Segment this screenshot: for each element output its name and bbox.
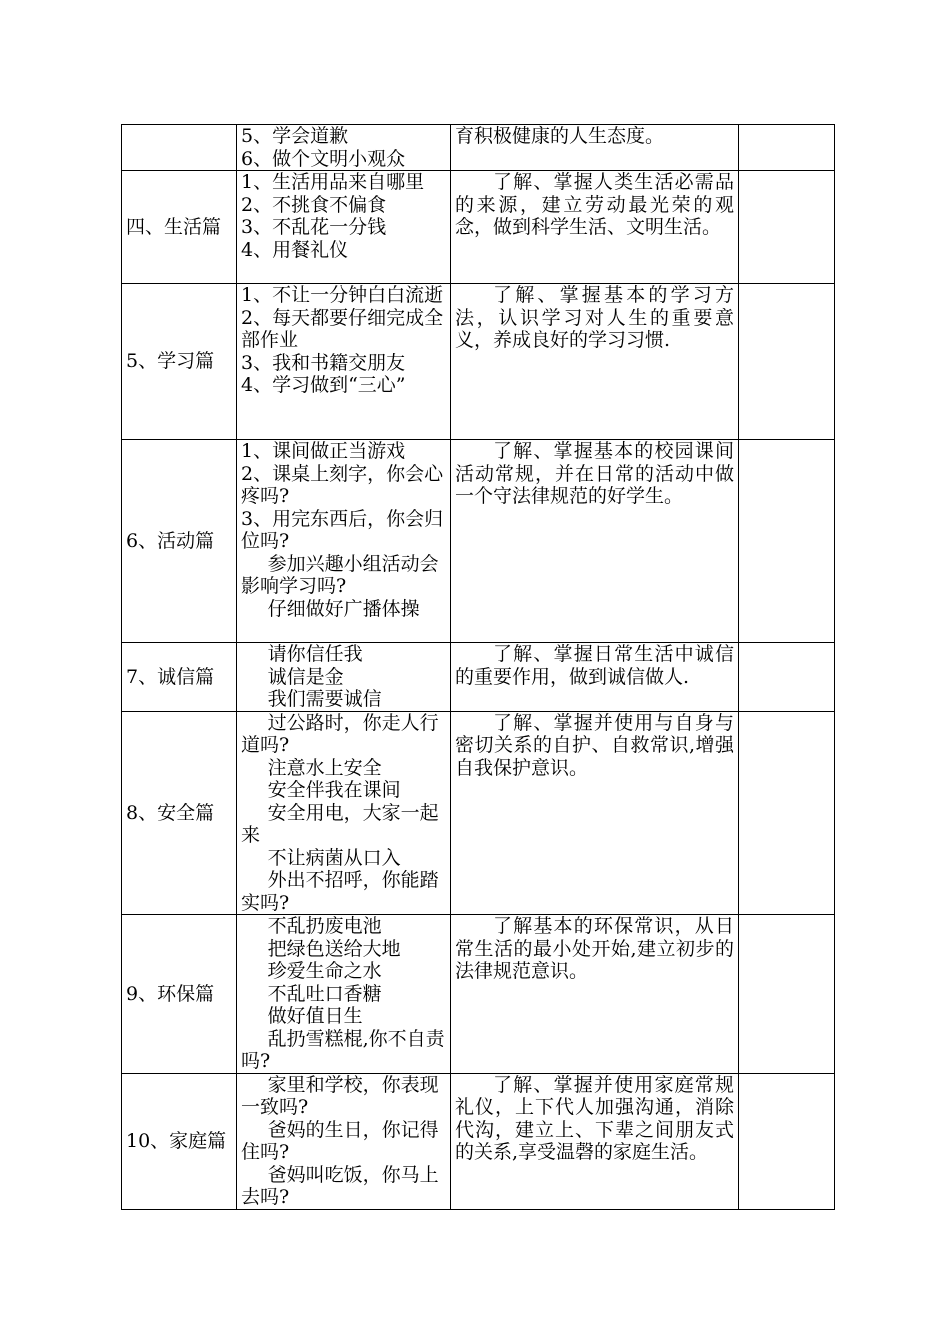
goal-text: 了解、掌握人类生活必需品的来源，建立劳动最光荣的观念，做到科学生活、文明生活。	[455, 171, 734, 238]
goal-cell	[451, 711, 739, 915]
topic-item: 过公路时，你走人行道吗?	[241, 711, 439, 756]
topic-item: 4、学习做到“三心”	[241, 374, 406, 396]
topics-cell	[237, 440, 451, 643]
topics-cell	[237, 915, 451, 1074]
topic-item: 把绿色送给大地	[267, 937, 401, 960]
topics-cell	[237, 284, 451, 440]
topic-item: 不乱扔废电池	[267, 915, 382, 937]
notes-cell	[739, 171, 835, 284]
topic-item: 爸妈的生日，你记得住吗?	[241, 1118, 439, 1163]
topic-item: 不乱吐口香糖	[267, 982, 382, 1005]
goal-text: 了解、掌握基本的校园课间活动常规，并在日常的活动中做一个守法律规范的好学生。	[455, 440, 734, 507]
topic-item: 安全伴我在课间	[267, 779, 401, 801]
topic-item: 安全用电，大家一起来	[241, 801, 439, 846]
topics-cell	[237, 1073, 451, 1209]
notes-cell	[739, 711, 835, 915]
unit-name-cell: 8、安全篇	[122, 711, 237, 915]
goal-cell	[451, 440, 739, 643]
unit-name-cell: 6、活动篇	[122, 440, 237, 643]
notes-cell	[739, 1073, 835, 1209]
table-row	[122, 643, 835, 712]
topic-item: 注意水上安全	[267, 756, 382, 779]
topic-item: 乱扔雪糕棍,你不自责吗?	[241, 1027, 445, 1072]
topic-item: 我们需要诚信	[267, 688, 382, 710]
table-row	[122, 284, 835, 440]
goal-text: 育积极健康的人生态度。	[455, 125, 665, 147]
topic-item: 1、生活用品来自哪里	[241, 171, 425, 193]
topic-item: 6、做个文明小观众	[241, 147, 406, 170]
unit-name-cell: 7、诚信篇	[122, 643, 237, 712]
goal-text: 了解、掌握并使用家庭常规礼仪，上下代人加强沟通，消除代沟，建立上、下辈之间朋友式的关系,享受温磬的家庭生活。	[455, 1073, 734, 1163]
topic-item: 2、课桌上刻字，你会心疼吗?	[241, 462, 444, 507]
topic-item: 外出不招呼，你能踏实吗?	[241, 869, 439, 914]
table-row	[122, 711, 835, 915]
goal-cell	[451, 915, 739, 1074]
topic-item: 1、课间做正当游戏	[241, 440, 406, 462]
topic-item: 爸妈叫吃饭，你马上去吗?	[241, 1163, 439, 1208]
topics-cell	[237, 643, 451, 712]
topic-item: 2、不挑食不偏食	[241, 193, 387, 216]
topic-item: 家里和学校，你表现一致吗?	[241, 1073, 439, 1118]
table-row	[122, 915, 835, 1074]
goal-cell	[451, 1073, 739, 1209]
goal-cell	[451, 284, 739, 440]
goal-text: 了解、掌握基本的学习方法，认识学习对人生的重要意义，养成良好的学习习惯.	[455, 284, 734, 351]
topics-cell	[237, 125, 451, 171]
topic-item: 3、用完东西后，你会归位吗?	[241, 507, 444, 552]
topic-item: 做好值日生	[267, 1005, 363, 1027]
topic-item: 3、我和书籍交朋友	[241, 351, 406, 374]
topic-item: 3、不乱花一分钱	[241, 216, 387, 238]
topic-item: 请你信任我	[267, 643, 363, 665]
topic-item: 参加兴趣小组活动会影响学习吗?	[241, 552, 439, 597]
topic-item: 珍爱生命之水	[267, 960, 382, 982]
goal-text: 了解、掌握并使用与自身与密切关系的自护、自救常识,增强自我保护意识。	[455, 711, 734, 779]
unit-name-cell: 四、生活篇	[122, 171, 237, 284]
notes-cell	[739, 915, 835, 1074]
topic-item: 5、学会道歉	[241, 125, 349, 147]
curriculum-table	[121, 124, 835, 1210]
topics-cell	[237, 171, 451, 284]
table-row	[122, 171, 835, 284]
goal-cell	[451, 171, 739, 284]
topic-item: 诚信是金	[267, 665, 344, 688]
unit-name-cell: 5、学习篇	[122, 284, 237, 440]
notes-cell	[739, 440, 835, 643]
table-row	[122, 440, 835, 643]
topic-item: 仔细做好广播体操	[267, 597, 420, 620]
notes-cell	[739, 284, 835, 440]
table-row	[122, 1073, 835, 1209]
unit-name-cell	[122, 125, 237, 171]
unit-name-cell: 10、家庭篇	[122, 1073, 237, 1209]
topic-item: 1、不让一分钟白白流逝	[241, 284, 444, 306]
goal-cell	[451, 643, 739, 712]
unit-name-cell: 9、环保篇	[122, 915, 237, 1074]
goal-text: 了解、掌握日常生活中诚信的重要作用，做到诚信做人.	[455, 643, 734, 688]
topic-item: 2、每天都要仔细完成全部作业	[241, 306, 444, 351]
notes-cell	[739, 643, 835, 712]
goal-cell	[451, 125, 739, 171]
topic-item: 4、用餐礼仪	[241, 238, 349, 261]
goal-text: 了解基本的环保常识，从日常生活的最小处开始,建立初步的法律规范意识。	[455, 915, 734, 982]
topics-cell	[237, 711, 451, 915]
table-row	[122, 125, 835, 171]
notes-cell	[739, 125, 835, 171]
topic-item: 不让病菌从口入	[267, 846, 401, 869]
